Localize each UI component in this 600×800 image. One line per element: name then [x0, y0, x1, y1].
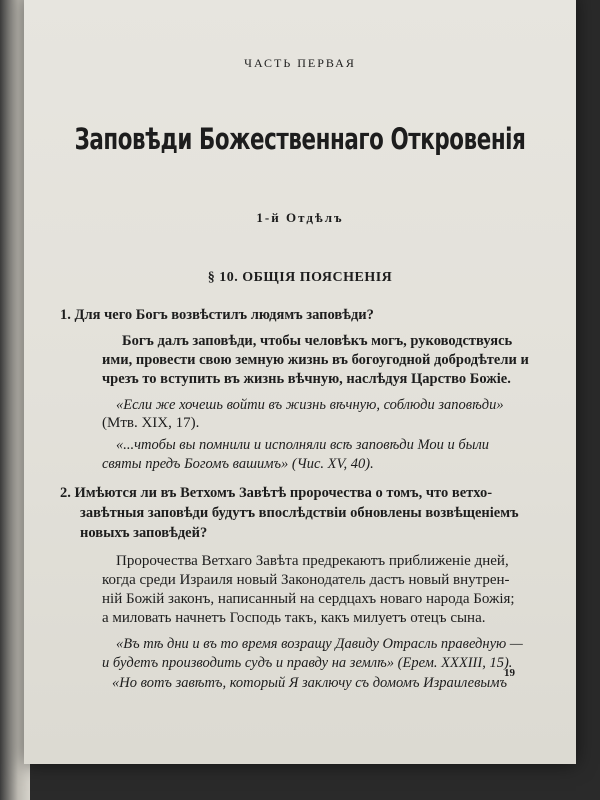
- answer-1-line: ими, провести свою земную жизнь въ богоугодной добродѣтели и: [102, 352, 529, 368]
- quote-3-line: «Въ тѣ дни и въ то время возращу Давиду Отрасль праведную —: [116, 636, 523, 652]
- answer-2-line: ній Божій законъ, написанный на сердцахъ новаго народа Божія;: [102, 591, 515, 607]
- book-page: [24, 0, 576, 764]
- answer-2-line: а миловать начнетъ Господь такъ, какъ милуетъ отецъ сына.: [102, 610, 486, 626]
- question-2: новыхъ заповѣдей?: [80, 525, 208, 541]
- quote-2-line: святы предъ Богомъ вашимъ» (Чис. XV, 40).: [102, 456, 374, 472]
- part-heading: ЧАСТЬ ПЕРВАЯ: [244, 56, 356, 70]
- division-heading: 1-й Отдѣлъ: [256, 210, 344, 225]
- answer-2-line: когда среди Израиля новый Законодатель дастъ новый внутрен-: [102, 572, 510, 588]
- section-heading: § 10. ОБЩІЯ ПОЯСНЕНІЯ: [207, 270, 393, 285]
- question-2: завѣтныя заповѣди будутъ впослѣдствіи обновлены возвѣщеніемъ: [80, 505, 519, 521]
- question-1: 1. Для чего Богъ возвѣстилъ людямъ заповѣди?: [60, 307, 374, 323]
- answer-1-line: Богъ далъ заповѣди, чтобы человѣкъ могъ, руководствуясь: [122, 333, 513, 349]
- answer-2-line: Пророчества Ветхаго Завѣта предрекаютъ приближеніе дней,: [116, 553, 509, 569]
- question-2: 2. Имѣются ли въ Ветхомъ Завѣтѣ пророчества о томъ, что ветхо-: [60, 485, 493, 501]
- quote-1-reference: (Мтв. XIX, 17).: [102, 415, 200, 431]
- page-number: 19: [504, 667, 515, 679]
- quote-3-line: и будетъ производить судъ и правду на землѣ» (Ерем. XXXIII, 15).: [102, 655, 513, 671]
- answer-1-line: чрезъ то вступить въ жизнь вѣчную, наслѣдуя Царство Божіе.: [102, 371, 511, 387]
- quote-1-line: «Если же хочешь войти въ жизнь вѣчную, соблюди заповѣди»: [116, 397, 504, 413]
- page-title: Заповѣди Божественнаго Откровенія: [74, 122, 526, 156]
- quote-4-line: «Но вотъ завѣтъ, который Я заключу съ домомъ Израилевымъ: [112, 675, 507, 691]
- quote-2-line: «...чтобы вы помнили и исполняли всѣ заповѣди Мои и были: [116, 437, 490, 453]
